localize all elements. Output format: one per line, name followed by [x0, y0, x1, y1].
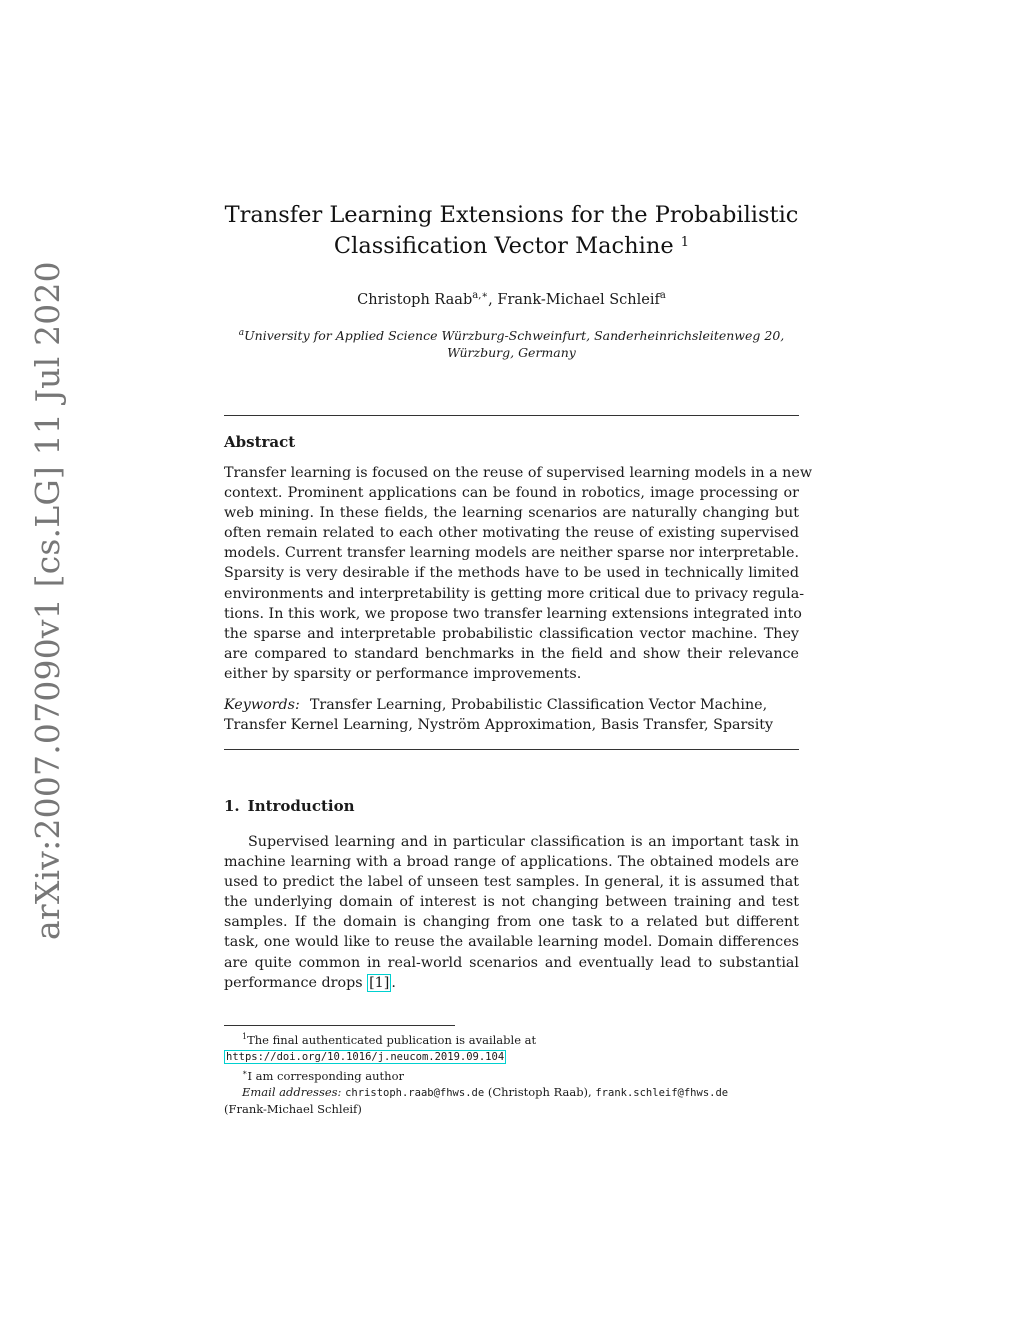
affiliation-superscript: a [238, 328, 245, 338]
footnote-1-mark: 1 [242, 1032, 248, 1041]
abstract-line: the sparse and interpretable probabilistic classification vector machine. They [224, 625, 799, 642]
section-heading-introduction [224, 797, 355, 815]
abstract-bottom-rule [224, 749, 799, 750]
author-separator: , [488, 291, 498, 308]
keywords-line-1 [224, 695, 799, 715]
footnote-corresponding-mark: ∗ [242, 1067, 248, 1077]
email-1-owner: (Christoph Raab), [484, 1084, 596, 1099]
author-2-name: Frank-Michael Schleif [497, 291, 660, 308]
abstract-line: Transfer learning is focused on the reuse of supervised learning models in a new [224, 465, 813, 481]
author-1-name: Christoph Raab [357, 291, 473, 308]
keywords-line-1-text: Transfer Learning, Probabilistic Classification Vector Machine, [309, 697, 768, 713]
abstract-line: environments and interpretability is getting more critical due to privacy regula- [224, 585, 805, 602]
paper-title [224, 200, 799, 262]
author-2-superscript: a [659, 290, 666, 301]
title-line-2 [224, 231, 799, 262]
email-label: Email addresses: [242, 1084, 342, 1099]
abstract-line: are compared to standard benchmarks in the field and show their relevance [224, 645, 799, 662]
abstract-line: either by sparsity or performance improvements. [224, 665, 582, 682]
author-1-superscript: a,∗ [472, 290, 489, 301]
affiliation-line-2: Würzburg, Germany [447, 345, 576, 361]
abstract-line: often remain related to each other motivating the reuse of existing supervised [224, 525, 799, 542]
keywords-label: Keywords: [224, 697, 300, 713]
intro-line: task, one would like to reuse the available learning model. Domain differences [224, 934, 799, 951]
footnote-rule [224, 1025, 455, 1026]
footnote-1-url-line [224, 1048, 814, 1065]
affiliation-line-1-text: University for Applied Science Würzburg-Schweinfurt, Sanderheinrichsleitenweg 20, [244, 328, 785, 344]
keywords [224, 695, 799, 735]
email-1[interactable]: christoph.raab@fhws.de [345, 1086, 485, 1099]
footnotes [224, 1029, 814, 1117]
abstract-line: Sparsity is very desirable if the methods have to be used in technically limited [224, 565, 799, 582]
title-line-2-text: Classification Vector Machine [333, 233, 674, 259]
citation-link[interactable]: [1] [369, 974, 390, 991]
intro-line: machine learning with a broad range of applications. The obtained models are [224, 854, 799, 871]
affiliation [224, 325, 799, 361]
abstract-top-rule [224, 415, 799, 416]
title-footnote-mark: 1 [680, 235, 690, 250]
email-2-owner: (Frank-Michael Schleif) [224, 1101, 362, 1116]
introduction-body [224, 832, 799, 993]
abstract-line: web mining. In these fields, the learning scenarios are naturally changing but [224, 505, 799, 522]
intro-line: used to predict the label of unseen test samples. In general, it is assumed that [224, 874, 799, 891]
abstract-line: context. Prominent applications can be found in robotics, image processing or [224, 485, 799, 502]
abstract-heading: Abstract [224, 433, 296, 451]
intro-line: the underlying domain of interest is not changing between training and test [224, 894, 799, 911]
intro-last-line [224, 973, 799, 993]
keywords-line-2: Transfer Kernel Learning, Nyström Approximation, Basis Transfer, Sparsity [224, 717, 774, 734]
doi-link[interactable]: https://doi.org/10.1016/j.neucom.2019.09.104 [226, 1050, 505, 1063]
arxiv-identifier: arXiv:2007.07090v1 [cs.LG] 11 Jul 2020 [28, 261, 67, 940]
footnote-corresponding [224, 1065, 814, 1084]
intro-last-line-end: . [391, 974, 396, 991]
footnote-corresponding-text: I am corresponding author [247, 1068, 404, 1083]
abstract-line: models. Current transfer learning models are neither sparse nor interpretable. [224, 545, 799, 562]
abstract-line: tions. In this work, we propose two transfer learning extensions integrated into [224, 605, 802, 622]
intro-line: samples. If the domain is changing from one task to a related but different [224, 914, 799, 931]
intro-line: Supervised learning and in particular classification is an important task in [248, 834, 799, 850]
footnote-emails [224, 1084, 814, 1101]
author-list [224, 290, 799, 308]
intro-last-line-text: performance drops [224, 974, 368, 991]
affiliation-line-1 [224, 325, 799, 344]
title-line-1: Transfer Learning Extensions for the Probabilistic [224, 202, 799, 228]
abstract-body [224, 463, 813, 684]
footnote-1-text: The final authenticated publication is available at [247, 1032, 537, 1047]
intro-line: are quite common in real-world scenarios and eventually lead to substantial [224, 954, 799, 971]
footnote-1 [224, 1029, 814, 1048]
section-title: Introduction [247, 797, 355, 815]
email-2[interactable]: frank.schleif@fhws.de [595, 1086, 729, 1099]
section-number: 1. [224, 797, 240, 815]
